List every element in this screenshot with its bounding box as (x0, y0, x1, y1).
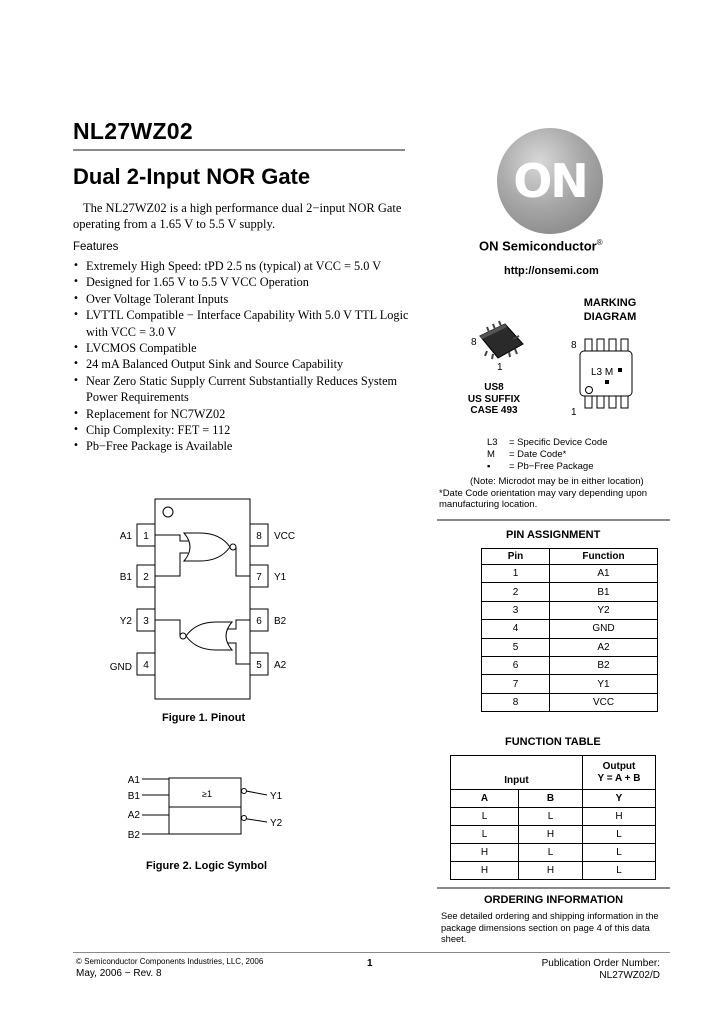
logic-input-label: A1 (127, 775, 140, 786)
logic-input-label: B1 (127, 791, 140, 802)
column-header: B (519, 790, 583, 808)
table-cell: 4 (482, 620, 550, 638)
logic-block-2 (169, 807, 241, 834)
table-cell: L (583, 844, 656, 862)
marking-chip-code: L3 M (591, 367, 614, 378)
table-row (451, 826, 656, 844)
wire (155, 553, 188, 576)
wire (155, 620, 180, 636)
table-cell: H (519, 826, 583, 844)
pin-number: 7 (256, 572, 262, 583)
package-pin-label: 8 (471, 337, 477, 348)
wire (236, 547, 250, 576)
legend-row (487, 437, 607, 449)
features-list (73, 258, 413, 455)
pin-name: A2 (274, 660, 287, 671)
legend-key: L3 (487, 437, 498, 448)
output-bubble (242, 789, 247, 794)
legend-value: = Pb−Free Package (509, 461, 594, 472)
logic-symbol (120, 770, 300, 845)
table-header-row (482, 549, 658, 565)
inversion-bubble (230, 544, 236, 550)
table-row (451, 844, 656, 862)
pin-number: 2 (143, 572, 149, 583)
footer-copyright: © Semiconductor Components Industries, LLC, 2006 (76, 957, 264, 966)
marking-pin-label: 8 (571, 340, 577, 351)
pinout-diagram (110, 495, 310, 705)
feature-item-text: Over Voltage Tolerant Inputs (86, 291, 229, 306)
page-title: Dual 2-Input NOR Gate (73, 164, 311, 189)
nor-gate-2 (186, 622, 232, 650)
table-cell: L (519, 844, 583, 862)
feature-item (73, 291, 413, 307)
wire (155, 535, 188, 541)
ic-body (155, 499, 250, 699)
on-logo (497, 128, 603, 234)
column-header: A (451, 790, 519, 808)
table-row (451, 808, 656, 826)
date-code-note (439, 488, 669, 510)
logic-output-label: Y2 (270, 818, 283, 829)
microdot-note: (Note: Microdot may be in either location) (470, 476, 644, 487)
table-cell: 8 (482, 693, 550, 711)
pin1-indicator (163, 507, 173, 517)
feature-item (73, 258, 413, 274)
publication-number: NL27WZ02/D (599, 970, 660, 981)
marking-title-line: DIAGRAM (583, 311, 637, 323)
marking-diagram-title (560, 296, 660, 324)
table-cell: L (519, 808, 583, 826)
marking-diagram (568, 334, 643, 419)
table-cell: 6 (482, 656, 550, 674)
pin-name: B2 (274, 616, 287, 627)
feature-item (73, 356, 413, 372)
wire (228, 620, 250, 629)
table-row (482, 620, 658, 638)
feature-item-text: LVCMOS Compatible (86, 341, 197, 356)
legend-row (487, 449, 607, 461)
output-header (583, 756, 656, 790)
pin-number: 8 (256, 531, 262, 542)
table-cell: 1 (482, 565, 550, 583)
output-label: Output (602, 760, 636, 772)
company-name (479, 238, 603, 253)
pin-assignment-heading: PIN ASSIGNMENT (506, 529, 601, 541)
feature-item-text: Designed for 1.65 V to 5.5 V VCC Operation (86, 275, 309, 290)
legend-value: = Specific Device Code (509, 437, 608, 448)
feature-item-text: Near Zero Static Supply Current Substantially Reduces System Power Requirements (86, 373, 398, 405)
logic-input-label: B2 (127, 830, 140, 841)
table-header-row (451, 756, 656, 790)
feature-item-text: Extremely High Speed: tPD 2.5 ns (typical) at VCC = 5.0 V (86, 259, 382, 273)
table-cell: Y1 (550, 675, 658, 693)
table-row (482, 638, 658, 656)
table-cell: H (519, 862, 583, 880)
table-row (482, 583, 658, 601)
website-url: http://onsemi.com (504, 265, 599, 277)
column-header: Function (550, 549, 658, 565)
table-cell: H (451, 844, 519, 862)
pin-name: Y1 (274, 572, 287, 583)
feature-item (73, 340, 413, 356)
feature-item (73, 406, 413, 422)
table-cell: GND (550, 620, 658, 638)
feature-item-text: LVTTL Compatible − Interface Capability With 5.0 V TTL Logic with VCC = 3.0 V (86, 308, 409, 339)
pin-assignment-table (481, 548, 658, 712)
intro-paragraph: The NL27WZ02 is a high performance dual 2−input NOR Gate operating from a 1.65 V to 5.5 V supply. (73, 201, 402, 231)
legend-row (487, 461, 607, 473)
feature-item-text: Replacement for NC7WZ02 (86, 406, 226, 421)
table-cell: 7 (482, 675, 550, 693)
feature-item-text: Pb−Free Package is Available (86, 439, 233, 454)
output-bubble (242, 816, 247, 821)
footer-page-number: 1 (367, 958, 373, 969)
feature-item (73, 274, 413, 290)
table-cell: L (583, 826, 656, 844)
pin-number: 6 (256, 616, 262, 627)
table-row (451, 862, 656, 880)
pin-number: 3 (143, 616, 149, 627)
package-label (449, 382, 539, 417)
marking-leads-bottom (585, 396, 628, 408)
header-divider (73, 149, 405, 151)
feature-item (73, 307, 413, 340)
ordering-heading: ORDERING INFORMATION (484, 894, 624, 906)
input-header: Input (451, 756, 583, 790)
table-cell: L (583, 862, 656, 880)
function-table-heading: FUNCTION TABLE (505, 736, 601, 748)
column-header: Pin (482, 549, 550, 565)
column-header: Y (583, 790, 656, 808)
pin-number: 1 (143, 531, 149, 542)
pin-name: Y2 (119, 616, 132, 627)
legend-value: = Date Code* (509, 449, 567, 460)
table-cell: A2 (550, 638, 658, 656)
pin-name: VCC (274, 531, 296, 542)
table-cell: B2 (550, 656, 658, 674)
table-cell: Y2 (550, 601, 658, 619)
pb-free-dot (605, 380, 609, 384)
table-cell: 3 (482, 601, 550, 619)
table-cell: B1 (550, 583, 658, 601)
feature-item (73, 438, 413, 454)
date-code-note-text: *Date Code orientation may vary depending upon manufacturing location. (439, 488, 648, 510)
package-line: US SUFFIX (467, 393, 521, 405)
table-row (482, 693, 658, 711)
table-cell: L (451, 808, 519, 826)
footer-date: May, 2006 − Rev. 8 (76, 968, 162, 979)
trademark-symbol: ® (596, 238, 603, 247)
wire (228, 643, 250, 664)
logic-output-label: Y1 (270, 791, 283, 802)
footer-publication (540, 958, 660, 982)
table-header-row (451, 790, 656, 808)
pin-number: 5 (256, 660, 262, 671)
function-table (450, 755, 656, 880)
logic-input-label: A2 (127, 810, 140, 821)
feature-item (73, 373, 413, 406)
feature-item-text: 24 mA Balanced Output Sink and Source Capability (86, 357, 344, 372)
ic-package-illustration (465, 318, 535, 380)
figure-1-caption: Figure 1. Pinout (162, 712, 246, 724)
pb-free-dot (618, 368, 622, 372)
figure-2-caption: Figure 2. Logic Symbol (146, 860, 268, 872)
table-row (482, 656, 658, 674)
ordering-text: See detailed ordering and shipping information in the package dimensions section on page 4 of this data sheet. (441, 911, 659, 944)
legend-key: M (487, 449, 495, 460)
package-pin-label: 1 (497, 362, 503, 373)
table-cell: 5 (482, 638, 550, 656)
table-cell: VCC (550, 693, 658, 711)
table-cell: H (451, 862, 519, 880)
pin-name: GND (110, 662, 132, 673)
table-row (482, 675, 658, 693)
pin-number: 4 (143, 660, 149, 671)
feature-item (73, 422, 413, 438)
part-number: NL27WZ02 (73, 118, 193, 144)
table-cell: A1 (550, 565, 658, 583)
on-logo-text: ON (513, 154, 587, 208)
package-line: CASE 493 (470, 405, 518, 416)
section-divider (437, 519, 670, 521)
pin-name: A1 (119, 531, 132, 542)
table-cell: 2 (482, 583, 550, 601)
table-cell: L (451, 826, 519, 844)
function-label: ≥1 (202, 789, 212, 799)
marking-leads-top (585, 339, 628, 351)
company-name-text: ON Semiconductor (479, 238, 597, 254)
pin-name: B1 (119, 572, 132, 583)
output-equation: Y = A + B (597, 772, 641, 784)
table-row (482, 601, 658, 619)
marking-pin-label: 1 (571, 407, 577, 418)
footer-divider (73, 952, 670, 953)
legend-key: ▪ (487, 461, 491, 472)
inversion-bubble (180, 633, 186, 639)
marking-legend (487, 437, 607, 473)
nor-gate-1 (184, 533, 230, 561)
features-heading: Features (73, 241, 119, 253)
feature-item-text: Chip Complexity: FET = 112 (86, 423, 231, 438)
table-row (482, 565, 658, 583)
section-divider (437, 887, 670, 889)
publication-label: Publication Order Number: (541, 958, 660, 969)
package-line: US8 (484, 382, 504, 393)
table-cell: H (583, 808, 656, 826)
marking-title-line: MARKING (583, 297, 637, 309)
